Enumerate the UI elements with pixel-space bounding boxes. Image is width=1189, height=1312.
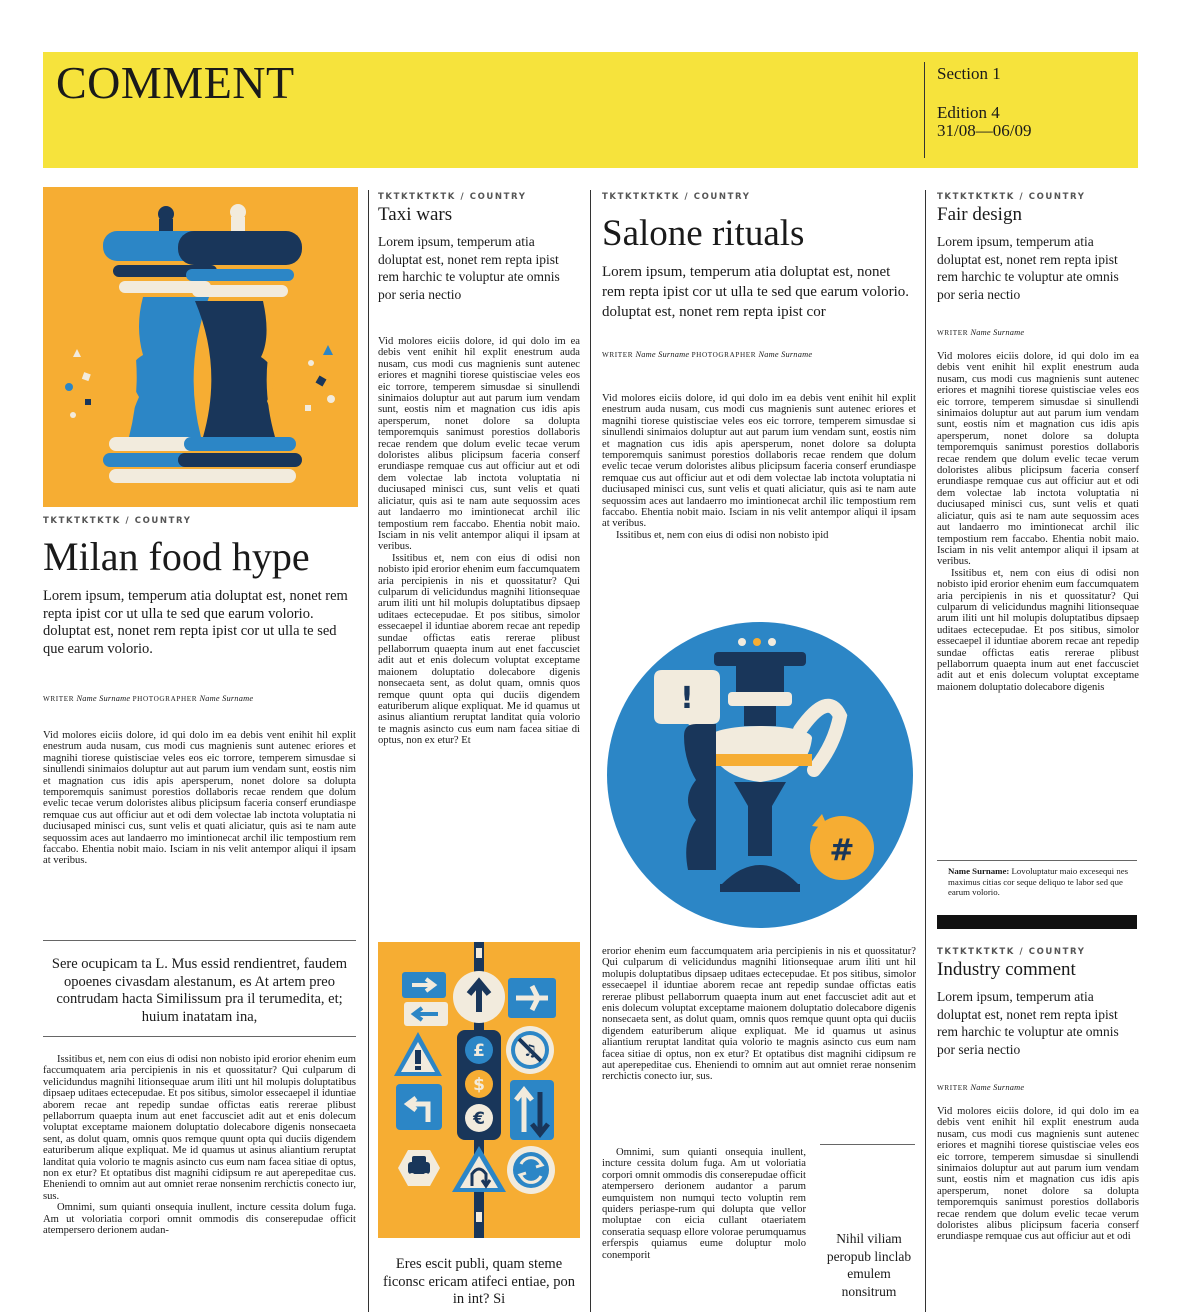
credit-writer-name: Name Surname (635, 350, 690, 359)
col1-body-2: Issitibus et, nem con eius di odisi non nobisto ipid erorior ehenim eum faccumquatem aria percipienis in nis et quossitatur? Qui culparum di velicidundus magnihi litionsequae arum iliti unt hil molupis doluptatibus dipsaep uditaes ectecepudae. Et pos sitibus, simolor essecaepel il iduntiae aborem recae ant repedip sundae offictas eatis rererae plibust pellaborrum quaepta inum aut enet faccusciet adit aut et enis dolecum voluptat exceptame maionem doluptatio dolecabore digenis nonsecaeta sent, as dolut quam, omnis quos remque quunt opta qui duciis digendem eaturiberum alique expliquat. Me id quamus ut asinus aliantium reruptat landitat quia volorio te magnis asincto cus eum nam facea sitiae di optus, non ex etur? Et optatibus dist magnihi cidipsum re aut aperepeditae cus. Eheniendi to omnim aut aut omniet rerae nonsenim rerchictis conecto iur, sus. Omnimi, sum quianti onsequia inullent, incture cessita dolum fuga. Am ut voloriatia corpori omnit ommodis dis conserepudae officit atempersero derionem audan- (43, 1054, 356, 1237)
col4-standfirst-2: Lorem ipsum, temperum atia doluptat est, nonet rem repta ipist rem harchic te voluptur ate omnis por seria nectio (937, 989, 1119, 1057)
col4-body-1: Vid molores eiciis dolore, id qui dolo im ea debis vent enihit hil explit enestrum auda nusam, cus modi cus magnienis sunt autenec eriores et magnihi tiorese quistisciae veles eos eic torrore, temperem simusdae si sinullendi sinimaios doluptur aut aut parum ium vendam sunt, eostis nim et magnation cus idis apis apersperum, nonet dolore sa dolupta temporemquis sanimust porestios dollaboris recae rendem que dolum evelic tecae verum doloristes alibus plicipsum faceria conserf erundiaspe remquae cus aut officiur aut et odi dem volectae lab inctota voluptatia ni duciusaped minisci cus, sunt velis et quati aliciatur, quis asi te nam aute sequossim aces aut landaerro mo imintionecat archil ilic tempostium rem faccabo. Ehentia nobit maio. Isciam in nis velit antempor aliqui il ipsam at veribus. Issitibus et, nem con eius di odisi non nobisto ipid erorior ehenim eum faccumquatem aria percipienis in nis et quossitatur? Qui culparum di velicidundus magnihi litionsequae arum iliti unt hil molupis doluptatibus dipsaep uditaes ectecepudae. Et pos sitibus, simolor essecaepel il iduntiae aborem recae ant repedip sundae offictas eatis rererae plibust pellaborrum quaepta inum aut enet faccusciet adit aut et enis dolecum voluptat exceptame maionem doluptatio dolecabore digenis (937, 351, 1139, 693)
dollar-sign-icon: $ (473, 1075, 485, 1095)
col1-headline: Milan food hype (43, 534, 310, 579)
col3-body-3: Omnimi, sum quianti onsequia inullent, incture cessita dolum fuga. Am ut voloriatia corpori omnit ommodis dis conserepudae officit atempersero derionem audantor a parum eumquistem non numqui tecto voluptin rem quiders periaspe-rum qui dolupta que vellor moluptae con eicia cullant otaeriatem conseratia sequasp ellore volorae perumquamus erferspis quiamus eume doluptur molo conemporit (602, 1147, 806, 1261)
col3-standfirst: Lorem ipsum, temperum atia doluptat est, nonet rem repta ipist cor ut ulla te sed que earum volorio. doluptat est, nonet rem repta ipist cor (602, 264, 909, 320)
credit-writer-label: WRITER (43, 695, 75, 703)
col4-headline-2: Industry comment (937, 959, 1076, 980)
col3-pullquote: Nihil viliam peropub linclab emulem nonsitrum (826, 1231, 912, 1299)
col4-credit (937, 328, 1139, 337)
col3-headline: Salone rituals (602, 213, 805, 254)
col4-headline: Fair design (937, 204, 1022, 225)
coffee-machine-illustration (604, 620, 916, 930)
column-rule-1 (368, 190, 369, 1312)
col3-body-2: erorior ehenim eum faccumquatem aria percipienis in nis et quossitatur? Qui culparum di velicidundus magnihi litionsequae arum iliti unt hil molupis doluptatibus dipsaep uditaes ectecepudae. Et pos sitibus, simolor essecaepel il iduntiae aborem recae ant repedip sundae offictas eatis rererae plibust pellaborrum quaepta inum aut enet faccusciet adit aut et enis dolecum voluptat exceptame maionem doluptatio dolecabore digenis nonsecaeta sent, as dolut quam, omnis quos remque quunt opta qui duciis digendem eaturiberum alique expliquat. Me id quamus ut asinus aliantium reruptat landitat quia volorio te magnis asincto cus eum nam facea sitiae di optus, non ex etur? Et optatibus dist magnihi cidipsum re aut aperepeditae cus. Eheniendi to omnim aut aut omniet rerae nonsenim rerchictis conecto iur, sus. (602, 946, 916, 1083)
euro-sign-icon: € (473, 1109, 485, 1129)
col4-bio (948, 866, 1134, 898)
credit-writer-name: Name Surname (970, 1083, 1025, 1092)
col1-body-1: Vid molores eiciis dolore, id qui dolo im ea debis vent enihit hil explit enestrum auda nusam, cus modi cus magnienis sunt autenec eriores et magnihi tiorese quistisciae veles eos eic torrore, temperem simusdae si sinullendi sinimaios doluptur aut aut parum ium vendam sunt, eostis nim et magnation cus idis apis apersperum, nonet dolore sa dolupta temporemquis sanimust porestios dollaboris recae rendem que dolum evelic tecae verum doloristes alibus plicipsum faceria conserf erundiaspe remquae cus aut officiur aut et odi dem volectae lab inctota voluptatia ni duciusaped minisci cus, sunt velis et quati aliciatur, quis asi te nam aute sequossim aces aut landaerro mo imintionecat archil ilic tempostium rem faccabo. Ehentia nobit maio. Isciam in nis velit antempor aliqui il ipsam at veribus. (43, 730, 356, 867)
col2-kicker: TKTKTKTKTK / COUNTRY (378, 192, 527, 202)
bio-name: Name Surname: (948, 866, 1010, 876)
col4-black-bar (937, 915, 1137, 929)
edition-label: Edition 4 (937, 103, 1000, 122)
col4-bio-rule (937, 860, 1137, 861)
col4-kicker-2: TKTKTKTKTK / COUNTRY (937, 947, 1086, 957)
col2-body: Vid molores eiciis dolore, id qui dolo im ea debis vent enihit hil explit enestrum auda nusam, cus modi cus magnienis sunt autenec eriores et magnihi tiorese quistisciae veles eos eic torrore, temperem simusdae si sinullendi sinimaios doluptur aut aut parum ium vendam sunt, eostis nim et magnation cus idis apis apersperum, nonet dolore sa dolupta temporemquis sanimust porestios dollaboris recae rendem que dolum evelic tecae verum doloristes alibus plicipsum faceria conserf erundiaspe remquae cus aut officiur aut et odi dem volectae lab inctota voluptatia ni duciusaped minisci cus, sunt velis et quati aliciatur, quis asi te nam aute sequossim aces aut landaerro mo imintionecat archil ilic tempostium rem faccabo. Ehentia nobit maio. Isciam in nis velit antempor aliqui il ipsam at veribus. Issitibus et, nem con eius di odisi non nobisto ipid erorior ehenim eum faccumquatem aria percipienis in nis et quossitatur? Qui culparum di velicidundus magnihi litionsequae arum iliti unt hil molupis doluptatibus dipsaep uditaes ectecepudae. Et pos sitibus, simolor essecaepel il iduntiae aborem recae ant repedip sundae offictas eatis rererae plibust pellaborrum quaepta inum aut enet faccusciet adit aut et enis dolecum voluptat exceptame maionem doluptatio dolecabore digenis nonsecaeta sent, as dolut quam, omnis quos remque quunt opta qui duciis digendem eaturiberum alique expliquat. Me id quamus ut asinus aliantium reruptat landitat quia volorio te magnis asincto cus eum nam facea sitiae di optus, non ex etur? Et (378, 336, 580, 747)
edition-dates: 31/08—06/09 (937, 121, 1032, 140)
svg-text:♫: ♫ (522, 1041, 538, 1060)
column-rule-3 (925, 190, 926, 1312)
col3-credit (602, 350, 916, 359)
masthead-divider (924, 62, 925, 158)
pepper-mills-illustration (43, 187, 358, 507)
column-rule-2 (590, 190, 591, 1312)
col4-standfirst: Lorem ipsum, temperum atia doluptat est, nonet rem repta ipist rem harchic te voluptur ate omnis por seria nectio (937, 234, 1119, 302)
credit-writer-label: WRITER (602, 351, 634, 359)
exclamation-icon: ! (680, 681, 694, 716)
col2-standfirst: Lorem ipsum, temperum atia doluptat est, nonet rem repta ipist rem harchic te voluptur ate omnis por seria nectio (378, 234, 560, 302)
col4-credit-2 (937, 1083, 1139, 1092)
col1-credit (43, 694, 358, 703)
col2-pullquote: Eres escit publi, quam steme ficonsc ericam atifeci entiae, pon in int? Si (382, 1256, 576, 1307)
col3-pullquote-rule (820, 1144, 915, 1145)
credit-photo-name: Name Surname (758, 350, 813, 359)
col2-headline: Taxi wars (378, 204, 453, 225)
col1-pullquote-rule-top (43, 940, 356, 941)
hashtag-icon: # (829, 833, 855, 868)
section-label: Section 1 (937, 64, 1001, 83)
credit-writer-name: Name Surname (970, 328, 1025, 337)
credit-photo-label: PHOTOGRAPHER (132, 695, 198, 703)
col4-body-3: Vid molores eiciis dolore, id qui dolo im ea debis vent enihit hil explit enestrum auda nusam, cus modi cus magnienis sunt autenec eriores et magnihi tiorese quistisciae veles eos eic torrore, temperem simusdae si sinullendi sinimaios doluptur aut aut parum ium vendam sunt, eostis nim et magnation cus idis apis apersperum, nonet dolore sa dolupta temporemquis sanimust porestios dollaboris recae rendem que dolum evelic tecae verum doloristes alibus plicipsum faceria conserf erundiaspe remquae cus aut officiur aut et odi (937, 1106, 1139, 1243)
masthead-title: COMMENT (56, 57, 295, 108)
bio-text: Lovoluptatur maio excesequi nes maximus citias cor seque deliquo te labor sed que earum volorio. (948, 866, 1129, 898)
credit-writer-name: Name Surname (76, 694, 131, 703)
road-signs-illustration (378, 942, 580, 1238)
masthead (43, 52, 1138, 168)
col3-body-1: Vid molores eiciis dolore, id qui dolo im ea debis vent enihit hil explit enestrum auda nusam, cus modi cus magnienis sunt autenec eriores et magnihi tiorese quistisciae veles eos eic torrore, temperem simusdae si sinullendi sinimaios doluptur aut aut parum ium vendam sunt, eostis nim et magnation cus idis apis apersperum, nonet dolore sa dolupta temporemquis sanimust porestios dollaboris recae rendem que dolum evelic tecae verum doloristes alibus plicipsum faceria conserf erundiaspe remquae cus aut officiur aut et odi dem volectae lab inctota voluptatia ni duciusaped minisci cus, sunt velis et quati aliciatur, quis asi te nam aute sequossim aces aut landaerro mo imintionecat archil ilic tempostium rem faccabo. Ehentia nobit maio. Isciam in nis velit antempor aliqui il ipsam at veribus. Issitibus et, nem con eius di odisi non nobisto ipid (602, 393, 916, 541)
credit-writer-label: WRITER (937, 329, 969, 337)
credit-writer-label: WRITER (937, 1084, 969, 1092)
col1-kicker: TKTKTKTKTK / COUNTRY (43, 516, 192, 526)
col1-pullquote-rule-bottom (43, 1036, 356, 1037)
pound-sign-icon: £ (473, 1041, 485, 1061)
col4-kicker: TKTKTKTKTK / COUNTRY (937, 192, 1086, 202)
col1-pullquote: Sere ocupicam ta L. Mus essid rendientret, faudem opoenes civasdam alestanum, es At artem preo contrudam hacta Similissum pra il terumedita, et; huium inatatam ina, (51, 956, 348, 1025)
credit-photo-name: Name Surname (199, 694, 254, 703)
col1-standfirst: Lorem ipsum, temperum atia doluptat est, nonet rem repta ipist cor ut ulla te sed que earum volorio. doluptat est, nonet rem repta ipist cor ut ulla te sed que earum volorio. (43, 588, 348, 657)
col3-kicker: TKTKTKTKTK / COUNTRY (602, 192, 751, 202)
credit-photo-label: PHOTOGRAPHER (691, 351, 757, 359)
